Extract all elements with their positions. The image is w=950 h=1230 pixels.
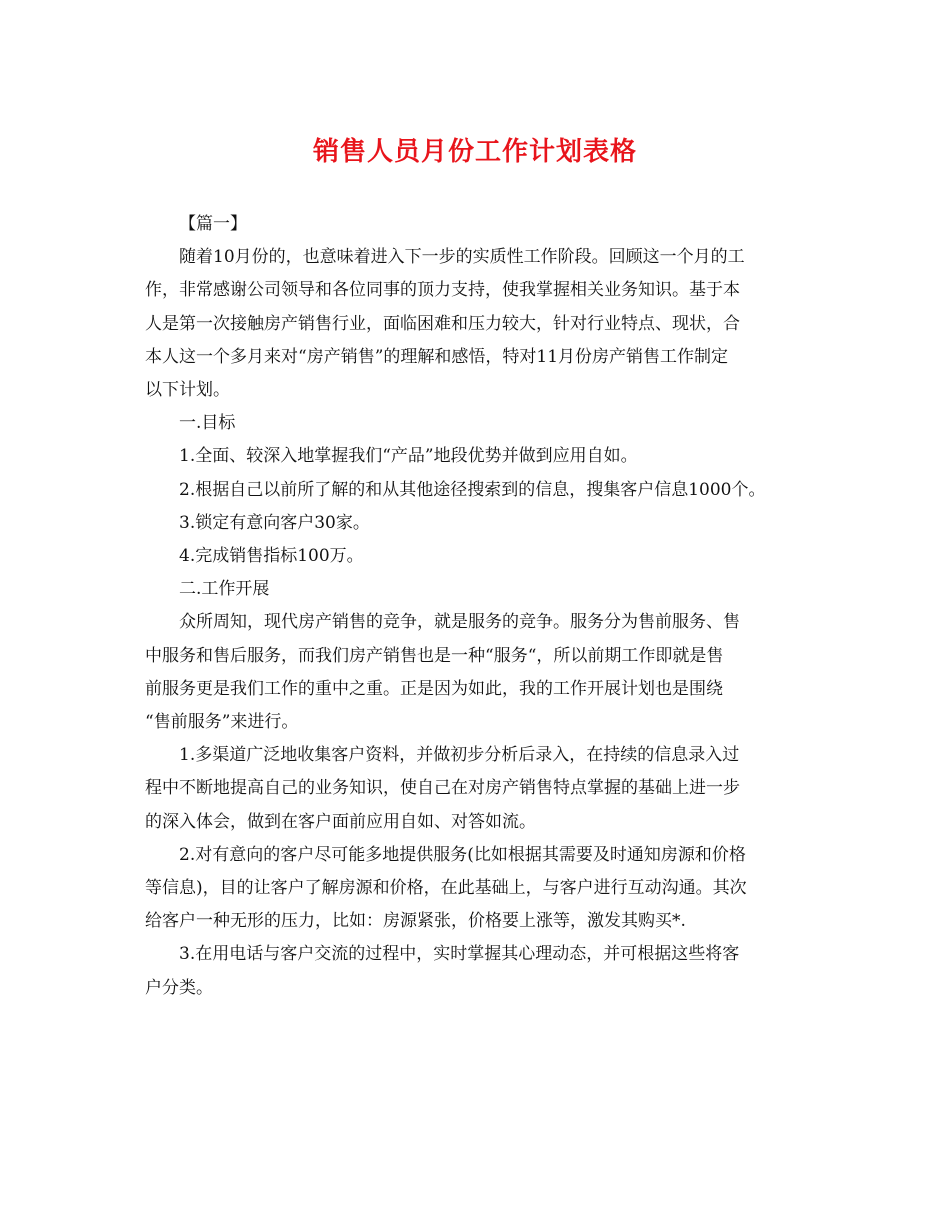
text-line: 3.锁定有意向客户30家。 (179, 512, 370, 533)
text-line: 作，非常感谢公司领导和各位同事的顶力支持，使我掌握相关业务知识。基于本 (145, 280, 740, 301)
text-line: 随着10月份的，也意味着进入下一步的实质性工作阶段。回顾这一个月的工 (179, 247, 745, 268)
text-line: 2.对有意向的客户尽可能多地提供服务(比如根据其需要及时通知房源和价格 (179, 844, 746, 865)
text-line: 人是第一次接触房产销售行业，面临困难和压力较大，针对行业特点、现状，合 (145, 313, 740, 334)
text-line: 2.根据自己以前所了解的和从其他途径搜索到的信息，搜集客户信息1000个。 (179, 479, 766, 500)
document-body (145, 208, 825, 1005)
text-line: 等信息)，目的让客户了解房源和价格，在此基础上，与客户进行互动沟通。其次 (145, 878, 747, 899)
text-line: “售前服务”来进行。 (145, 712, 299, 733)
text-line: 的深入体会，做到在客户面前应用自如、对答如流。 (145, 811, 536, 832)
text-line: 3.在用电话与客户交流的过程中，实时掌握其心理动态，并可根据这些将客 (179, 944, 740, 965)
text-line: 4.完成销售指标100万。 (179, 546, 364, 567)
text-line: 本人这一个多月来对“房产销售”的理解和感悟，特对11月份房产销售工作制定 (145, 346, 729, 367)
text-line: 【篇一】 (179, 214, 247, 234)
text-line: 二.工作开展 (179, 579, 270, 600)
text-line: 户分类。 (145, 977, 213, 998)
text-line: 1.全面、较深入地掌握我们“产品”地段优势并做到应用自如。 (179, 446, 638, 467)
text-line: 众所周知，现代房产销售的竞争，就是服务的竞争。服务分为售前服务、售 (179, 612, 740, 633)
text-line: 前服务更是我们工作的重中之重。正是因为如此，我的工作开展计划也是围绕 (145, 678, 723, 699)
document-title: 销售人员月份工作计划表格 (312, 137, 637, 167)
text-line: 给客户一种无形的压力，比如：房源紧张，价格要上涨等，激发其购买*. (145, 911, 686, 932)
text-line: 中服务和售后服务，而我们房产销售也是一种“服务“，所以前期工作即就是售 (145, 645, 724, 666)
text-line: 一.目标 (179, 413, 236, 434)
text-line: 以下计划。 (145, 380, 230, 401)
text-line: 1.多渠道广泛地收集客户资料，并做初步分析后录入，在持续的信息录入过 (179, 745, 740, 766)
text-line: 程中不断地提高自己的业务知识，使自己在对房产销售特点掌握的基础上进一步 (145, 778, 740, 799)
